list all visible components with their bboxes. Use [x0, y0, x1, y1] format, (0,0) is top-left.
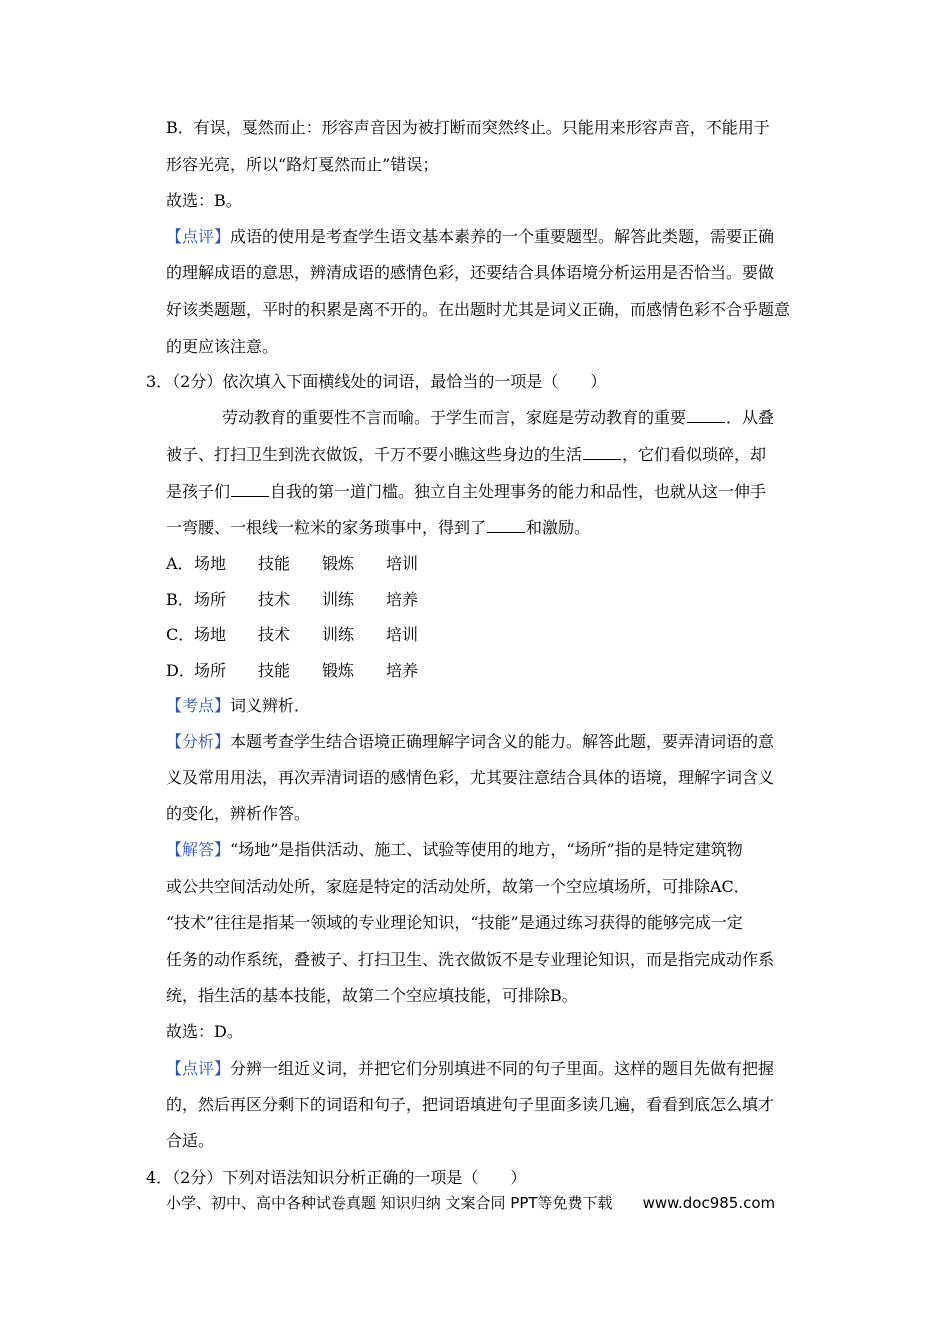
text-line: 统，指生活的基本技能，故第二个空应填技能，可排除B。 — [166, 986, 578, 1005]
comment-tag: 【点评】 — [166, 227, 231, 246]
option-d: D．场所 技能 锻炼 培养 — [166, 661, 419, 680]
fill-blank — [583, 445, 621, 460]
analysis-line — [166, 732, 774, 752]
solution-line — [166, 840, 743, 860]
fill-blank — [487, 518, 525, 533]
option-b: B．场所 技术 训练 培养 — [166, 590, 419, 609]
analysis-tag: 【分析】 — [166, 732, 231, 751]
passage-text: 一弯腰、一根线一粒米的家务琐事中，得到了 — [166, 518, 487, 537]
passage-line — [166, 445, 766, 465]
text-line: 合适。 — [166, 1131, 215, 1150]
footer-text: 小学、初中、高中各种试卷真题 知识归纳 文案合同 PPT等免费下载 — [166, 1194, 613, 1212]
analysis-text: 本题考查学生结合语境正确理解字词含义的能力。解答此题，要弄清词语的意 — [230, 732, 775, 751]
text-line: 的变化，辨析作答。 — [166, 804, 311, 823]
fill-blank — [687, 408, 725, 423]
text-line: 任务的动作系统，叠被子、打扫卫生、洗衣做饭不是专业理论知识，而是指完成动作系 — [166, 950, 775, 969]
passage-text: 和激励。 — [526, 518, 591, 537]
kaodian-line — [166, 696, 310, 716]
passage-line — [166, 482, 766, 502]
fill-blank — [231, 482, 269, 497]
answer-line: 故选：B。 — [166, 191, 242, 210]
text-line: 的理解成语的意思，辨清成语的感情色彩，还要结合具体语境分析运用是否恰当。要做 — [166, 263, 775, 282]
text-line: 的，然后再区分剩下的词语和句子，把词语填进句子里面多读几遍，看看到底怎么填才 — [166, 1095, 775, 1114]
comment-text: 分辨一组近义词，并把它们分别填进不同的句子里面。这样的题目先做有把握 — [230, 1059, 775, 1078]
option-c: C．场地 技术 训练 培训 — [166, 625, 419, 644]
text-line: 好该类题题，平时的积累是离不开的。在出题时尤其是词义正确，而感情色彩不合乎题意 — [166, 300, 791, 319]
kaodian-text: 词义辨析． — [230, 696, 311, 715]
comment-tag: 【点评】 — [166, 1059, 231, 1078]
text-line: B．有误，戛然而止：形容声音因为被打断而突然终止。只能用来形容声音，不能用于 — [166, 118, 770, 137]
text-line: 形容光亮，所以“路灯戛然而止”错误； — [166, 155, 439, 174]
question-4-title: 4．（2分）下列对语法知识分析正确的一项是（ ） — [146, 1168, 527, 1187]
footer-url[interactable]: www.doc985.com — [642, 1194, 776, 1212]
question-3-title: 3．（2分）依次填入下面横线处的词语，最恰当的一项是（ ） — [146, 372, 607, 391]
solution-text: “场地”是指供活动、施工、试验等使用的地方，“场所”指的是特定建筑物 — [230, 840, 743, 859]
text-line: 或公共空间活动处所，家庭是特定的活动处所，故第一个空应填场所，可排除AC． — [166, 877, 750, 896]
text-line: 义及常用用法，再次弄清词语的感情色彩，尤其要注意结合具体的语境，理解字词含义 — [166, 768, 775, 787]
option-a: A．场地 技能 锻炼 培训 — [166, 554, 419, 573]
comment-text: 成语的使用是考查学生语文基本素养的一个重要题型。解答此类题，需要正确 — [230, 227, 775, 246]
passage-text: ．从叠 — [726, 408, 775, 427]
passage-text: 被子、打扫卫生到洗衣做饭，千万不要小瞧这些身边的生活 — [166, 445, 583, 464]
solution-tag: 【解答】 — [166, 840, 231, 859]
kaodian-tag: 【考点】 — [166, 696, 231, 715]
comment-line — [166, 227, 774, 247]
comment-line — [166, 1059, 774, 1079]
answer-line: 故选：D。 — [166, 1022, 243, 1041]
passage-text: ，它们看似琐碎，却 — [622, 445, 767, 464]
text-line: “技术”往往是指某一领域的专业理论知识，“技能”是通过练习获得的能够完成一定 — [166, 913, 743, 932]
passage-text: 是孩子们 — [166, 482, 231, 501]
passage-text: 劳动教育的重要性不言而喻。于学生而言，家庭是劳动教育的重要 — [222, 408, 687, 427]
passage-text: 自我的第一道门槛。独立自主处理事务的能力和品性，也就从这一伸手 — [270, 482, 767, 501]
passage-line — [222, 408, 774, 428]
passage-line — [166, 518, 590, 538]
page-footer — [166, 1192, 775, 1213]
text-line: 的更应该注意。 — [166, 337, 279, 356]
